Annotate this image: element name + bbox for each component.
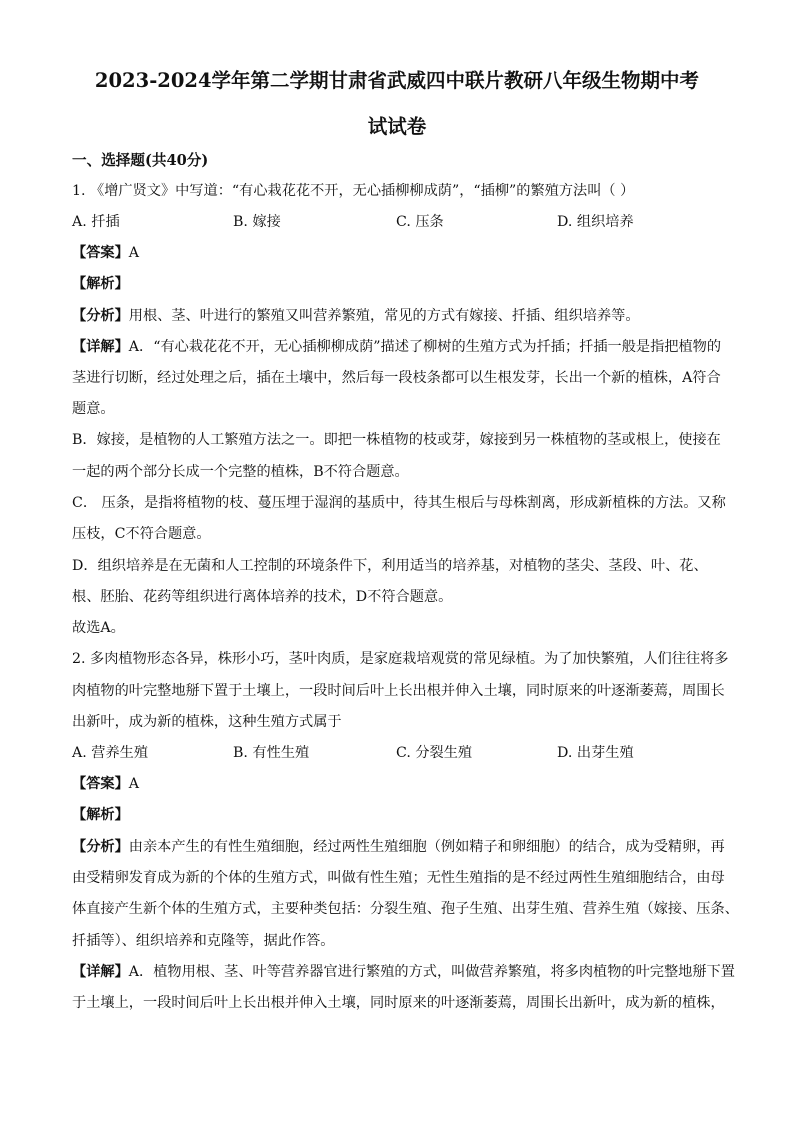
q2-xiangjie-text-1: A．植物用根、茎、叶等营养器官进行繁殖的方式，叫做营养繁殖，将多肉植物的叶完整地掰下置 [128, 964, 735, 980]
q2-answer-value: A [128, 776, 140, 792]
q1-xiangjie-line-1 [72, 337, 721, 357]
q1-c-line-1: C． 压条，是指将植物的枝、蔓压埋于湿润的基质中，待其生根后与母株割离，形成新植株的方法。又称 [72, 495, 726, 511]
q1-xiangjie-line-3: 题意。 [72, 401, 115, 417]
q2-xiangjie-label: 【详解】 [72, 964, 129, 980]
q2-answer [72, 774, 139, 794]
q1-fenxi-text: 用根、茎、叶进行的繁殖又叫营养繁殖，常见的方式有嫁接、扦插、组织培养等。 [128, 308, 640, 324]
q1-fenxi [72, 306, 640, 326]
q1-b-line-1: B．嫁接，是植物的人工繁殖方法之一。即把一株植物的枝或芽，嫁接到另一株植物的茎或根上，使接在 [72, 432, 721, 448]
q2-fenxi-label: 【分析】 [72, 839, 129, 855]
q2-option-d: D. 出芽生殖 [557, 745, 634, 761]
q1-answer-value: A [128, 245, 140, 261]
page-title-line-1: 2023-2024学年第二学期甘肃省武威四中联片教研八年级生物期中考 [94, 69, 700, 92]
q2-xiangjie-line-2: 于土壤上，一段时间后叶上长出根并伸入土壤，同时原来的叶逐渐萎蔫，周围长出新叶，成为新的植株， [72, 995, 725, 1011]
q1-c-line-2: 压枝，C不符合题意。 [72, 526, 211, 542]
q1-b-line-2: 一起的两个部分长成一个完整的植株，B不符合题意。 [72, 464, 409, 480]
q1-answer [72, 243, 139, 263]
q1-d-line-2: 根、胚胎、花药等组织进行离体培养的技术，D不符合题意。 [72, 589, 453, 605]
q2-option-b: B. 有性生殖 [233, 745, 310, 761]
section-heading: 一、选择题(共40分) [72, 152, 209, 169]
q2-answer-label: 【答案】 [72, 776, 129, 792]
q2-fenxi-line-2: 由受精卵发育成为新的个体的生殖方式，叫做有性生殖；无性生殖指的是不经过两性生殖细胞结合，由母 [72, 870, 725, 886]
q1-answer-label: 【答案】 [72, 245, 129, 261]
q2-fenxi-text-1: 由亲本产生的有性生殖细胞，经过两性生殖细胞（例如精子和卵细胞）的结合，成为受精卵，再 [128, 839, 725, 855]
q1-xiangjie-line-2: 茎进行切断，经过处理之后，插在土壤中，然后每一段枝条都可以生根发芽，长出一个新的植株，A符合 [72, 370, 721, 386]
q2-fenxi-line-4: 扦插等）、组织培养和克隆等，据此作答。 [72, 933, 335, 949]
q1-conclusion: 故选A。 [72, 620, 125, 636]
q2-stem-line-3: 出新叶，成为新的植株，这种生殖方式属于 [72, 714, 342, 730]
q2-stem-line-1: 2. 多肉植物形态各异，株形小巧，茎叶肉质，是家庭栽培观赏的常见绿植。为了加快繁殖，人们往往将多 [72, 651, 729, 667]
q1-analysis-label: 【解析】 [72, 276, 129, 292]
q1-option-c: C. 压条 [396, 214, 444, 230]
q2-fenxi-line-1 [72, 837, 725, 857]
q1-fenxi-label: 【分析】 [72, 308, 129, 324]
q1-option-b: B. 嫁接 [233, 214, 281, 230]
q1-option-d: D. 组织培养 [557, 214, 634, 230]
q1-option-a: A. 扦插 [72, 214, 120, 230]
q1-d-line-1: D．组织培养是在无菌和人工控制的环境条件下，利用适当的培养基，对植物的茎尖、茎段、叶、花、 [72, 558, 708, 574]
q2-analysis-label: 【解析】 [72, 807, 129, 823]
q2-xiangjie-line-1 [72, 962, 735, 982]
page-title-line-2: 试试卷 [367, 115, 427, 138]
q2-fenxi-line-3: 体直接产生新个体的生殖方式，主要种类包括：分裂生殖、孢子生殖、出芽生殖、营养生殖（嫁接、压条、 [72, 901, 739, 917]
q2-option-c: C. 分裂生殖 [396, 745, 473, 761]
q1-stem: 1. 《增广贤文》中写道：“有心栽花花不开，无心插柳柳成荫”，“插柳”的繁殖方法叫（ ） [72, 183, 635, 199]
q2-stem-line-2: 肉植物的叶完整地掰下置于土壤上，一段时间后叶上长出根并伸入土壤，同时原来的叶逐渐萎蔫，周围长 [72, 683, 725, 699]
q1-xiangjie-text-1: A．“有心栽花花不开，无心插柳柳成荫”描述了柳树的生殖方式为扦插；扦插一般是指把植物的 [128, 339, 722, 355]
q1-xiangjie-label: 【详解】 [72, 339, 129, 355]
q2-option-a: A. 营养生殖 [72, 745, 149, 761]
